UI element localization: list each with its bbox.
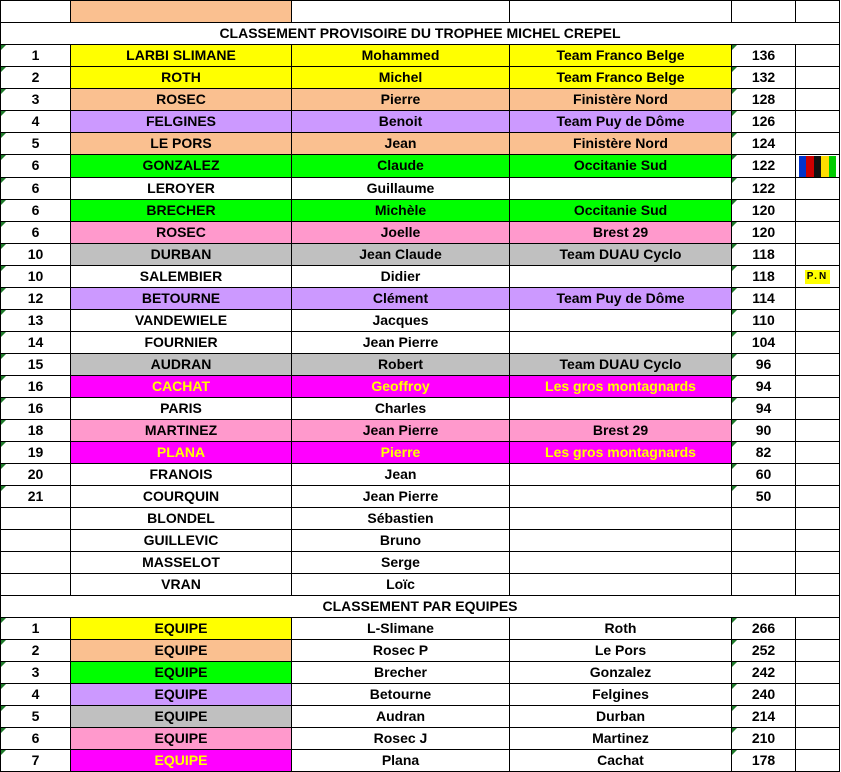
flag-stripe [829,156,837,177]
team-member1-cell[interactable]: L-Slimane [292,617,510,639]
extra-cell[interactable] [796,419,840,441]
extra-cell[interactable] [796,67,840,89]
extra-cell[interactable] [796,287,840,309]
last-name-cell[interactable]: DURBAN [71,243,292,265]
team-cell[interactable] [510,551,732,573]
rider-row [1,133,840,155]
team-row [1,683,840,705]
first-name-cell[interactable]: Guillaume [292,177,510,199]
last-name-cell[interactable]: VANDEWIELE [71,309,292,331]
flag-stripe [799,156,807,177]
rank-cell[interactable] [1,551,71,573]
team-row [1,639,840,661]
team-label-cell[interactable]: EQUIPE [71,749,292,771]
teams-title: CLASSEMENT PAR EQUIPES [1,595,840,617]
team-cell[interactable]: Team DUAU Cyclo [510,243,732,265]
team-member1-cell[interactable]: Rosec P [292,639,510,661]
team-label-cell[interactable]: EQUIPE [71,617,292,639]
first-name-cell[interactable]: Michèle [292,199,510,221]
points-cell[interactable]: 96 [732,353,796,375]
team-cell[interactable] [510,507,732,529]
team-cell[interactable] [510,463,732,485]
team-cell[interactable] [510,397,732,419]
rider-row [1,111,840,133]
rider-row [1,287,840,309]
points-cell[interactable] [732,551,796,573]
first-name-cell[interactable]: Didier [292,265,510,287]
first-name-cell[interactable]: Jean Pierre [292,485,510,507]
rider-row [1,551,840,573]
rider-row [1,265,840,287]
rider-row [1,67,840,89]
last-name-cell[interactable]: VRAN [71,573,292,595]
ranking-title: CLASSEMENT PROVISOIRE DU TROPHEE MICHEL CREPEL [1,23,840,45]
team-cell[interactable] [510,309,732,331]
points-cell[interactable]: 90 [732,419,796,441]
team-cell[interactable]: Les gros montagnards [510,441,732,463]
rank-cell[interactable]: 5 [1,133,71,155]
flag-icon [799,156,837,177]
team-rank-cell[interactable]: 6 [1,727,71,749]
last-name-cell[interactable]: LE PORS [71,133,292,155]
team-extra-cell[interactable] [796,727,840,749]
rank-cell[interactable]: 18 [1,419,71,441]
team-points-cell[interactable]: 210 [732,727,796,749]
rank-cell[interactable]: 16 [1,375,71,397]
first-name-cell[interactable]: Robert [292,353,510,375]
last-name-cell[interactable]: AUDRAN [71,353,292,375]
first-name-cell[interactable]: Pierre [292,89,510,111]
team-cell[interactable] [510,485,732,507]
teams-title-row [1,595,840,617]
rider-row [1,243,840,265]
strip-cell[interactable] [71,1,292,23]
points-cell[interactable]: 104 [732,331,796,353]
last-name-cell[interactable]: MARTINEZ [71,419,292,441]
team-rank-cell[interactable]: 3 [1,661,71,683]
team-member1-cell[interactable]: Brecher [292,661,510,683]
last-name-cell[interactable]: GUILLEVIC [71,529,292,551]
last-name-cell[interactable]: BRECHER [71,199,292,221]
team-cell[interactable]: Occitanie Sud [510,199,732,221]
team-label-cell[interactable]: EQUIPE [71,727,292,749]
points-cell[interactable]: 82 [732,441,796,463]
rider-row [1,89,840,111]
last-name-cell[interactable]: BLONDEL [71,507,292,529]
team-member1-cell[interactable]: Rosec J [292,727,510,749]
team-cell[interactable]: Team Puy de Dôme [510,287,732,309]
team-points-cell[interactable]: 214 [732,705,796,727]
points-cell[interactable]: 118 [732,243,796,265]
last-name-cell[interactable]: ROSEC [71,89,292,111]
team-label-cell[interactable]: EQUIPE [71,639,292,661]
first-name-cell[interactable]: Jean Pierre [292,331,510,353]
first-name-cell[interactable]: Geoffroy [292,375,510,397]
rank-cell[interactable]: 15 [1,353,71,375]
points-cell[interactable]: 122 [732,155,796,178]
extra-cell[interactable] [796,221,840,243]
rank-cell[interactable]: 6 [1,199,71,221]
extra-cell[interactable] [796,529,840,551]
team-rank-cell[interactable]: 5 [1,705,71,727]
team-rank-cell[interactable]: 4 [1,683,71,705]
first-name-cell[interactable]: Bruno [292,529,510,551]
rider-row [1,155,840,178]
rider-row [1,397,840,419]
rank-cell[interactable]: 6 [1,177,71,199]
team-cell[interactable] [510,265,732,287]
team-row [1,661,840,683]
team-row [1,617,840,639]
extra-cell[interactable] [796,199,840,221]
team-extra-cell[interactable] [796,683,840,705]
team-row [1,705,840,727]
team-member1-cell[interactable]: Plana [292,749,510,771]
extra-cell[interactable] [796,551,840,573]
team-label-cell[interactable]: EQUIPE [71,705,292,727]
rank-cell[interactable]: 20 [1,463,71,485]
first-name-cell[interactable]: Joelle [292,221,510,243]
extra-cell[interactable] [796,463,840,485]
team-cell[interactable] [510,177,732,199]
flag-stripe [806,156,814,177]
team-member2-cell[interactable]: Felgines [510,683,732,705]
team-member1-cell[interactable]: Betourne [292,683,510,705]
last-name-cell[interactable]: GONZALEZ [71,155,292,178]
first-name-cell[interactable]: Loïc [292,573,510,595]
points-cell[interactable]: 124 [732,133,796,155]
first-name-cell[interactable]: Pierre [292,441,510,463]
points-cell[interactable]: 126 [732,111,796,133]
team-cell[interactable] [510,573,732,595]
points-cell[interactable]: 122 [732,177,796,199]
rider-row [1,507,840,529]
team-member2-cell[interactable]: Gonzalez [510,661,732,683]
points-cell[interactable]: 132 [732,67,796,89]
extra-cell[interactable] [796,133,840,155]
ranking-title-row [1,23,840,45]
extra-cell[interactable] [796,353,840,375]
points-cell[interactable]: 60 [732,463,796,485]
team-cell[interactable] [510,331,732,353]
rider-row [1,485,840,507]
points-cell[interactable]: 94 [732,375,796,397]
strip-cell[interactable] [732,1,796,23]
first-name-cell[interactable]: Serge [292,551,510,573]
last-name-cell[interactable]: ROTH [71,67,292,89]
first-name-cell[interactable]: Mohammed [292,45,510,67]
team-extra-cell[interactable] [796,661,840,683]
points-cell[interactable]: 50 [732,485,796,507]
rank-cell[interactable]: 6 [1,221,71,243]
rider-row [1,463,840,485]
last-name-cell[interactable]: ROSEC [71,221,292,243]
last-name-cell[interactable]: BETOURNE [71,287,292,309]
team-cell[interactable]: Team Franco Belge [510,67,732,89]
rider-row [1,331,840,353]
points-cell[interactable]: 94 [732,397,796,419]
team-member1-cell[interactable]: Audran [292,705,510,727]
team-extra-cell[interactable] [796,705,840,727]
first-name-cell[interactable]: Jean Claude [292,243,510,265]
team-points-cell[interactable]: 252 [732,639,796,661]
rider-row [1,45,840,67]
first-name-cell[interactable]: Sébastien [292,507,510,529]
extra-cell[interactable] [796,155,840,178]
team-cell[interactable] [510,529,732,551]
strip-cell[interactable] [796,1,840,23]
team-cell[interactable]: Finistère Nord [510,89,732,111]
rank-cell[interactable]: 19 [1,441,71,463]
team-rank-cell[interactable]: 7 [1,749,71,771]
team-member2-cell[interactable]: Le Pors [510,639,732,661]
strip-cell[interactable] [510,1,732,23]
last-name-cell[interactable]: SALEMBIER [71,265,292,287]
team-extra-cell[interactable] [796,639,840,661]
extra-cell[interactable] [796,309,840,331]
team-points-cell[interactable]: 242 [732,661,796,683]
first-name-cell[interactable]: Benoit [292,111,510,133]
rank-cell[interactable]: 6 [1,155,71,178]
extra-cell[interactable] [796,573,840,595]
rank-cell[interactable] [1,573,71,595]
rank-cell[interactable]: 2 [1,67,71,89]
pn-badge: P.N [806,271,829,283]
rider-row [1,529,840,551]
team-cell[interactable]: Team DUAU Cyclo [510,353,732,375]
team-row [1,727,840,749]
strip-cell[interactable] [292,1,510,23]
rank-cell[interactable]: 3 [1,89,71,111]
extra-cell[interactable] [796,265,840,287]
team-cell[interactable]: Les gros montagnards [510,375,732,397]
rank-cell[interactable]: 10 [1,243,71,265]
strip-cell[interactable] [1,1,71,23]
extra-cell[interactable] [796,243,840,265]
extra-cell[interactable] [796,111,840,133]
team-label-cell[interactable]: EQUIPE [71,661,292,683]
team-label-cell[interactable]: EQUIPE [71,683,292,705]
last-name-cell[interactable]: CACHAT [71,375,292,397]
team-cell[interactable]: Occitanie Sud [510,155,732,178]
team-cell[interactable]: Team Franco Belge [510,45,732,67]
rider-row [1,419,840,441]
rank-cell[interactable]: 12 [1,287,71,309]
first-name-cell[interactable]: Jean [292,463,510,485]
rank-cell[interactable]: 16 [1,397,71,419]
last-name-cell[interactable]: FRANOIS [71,463,292,485]
last-name-cell[interactable]: MASSELOT [71,551,292,573]
team-rank-cell[interactable]: 2 [1,639,71,661]
rider-row [1,573,840,595]
team-member2-cell[interactable]: Cachat [510,749,732,771]
first-name-cell[interactable]: Jean Pierre [292,419,510,441]
extra-cell[interactable] [796,89,840,111]
flag-stripe [814,156,822,177]
team-member2-cell[interactable]: Durban [510,705,732,727]
first-name-cell[interactable]: Clément [292,287,510,309]
points-cell[interactable]: 120 [732,199,796,221]
team-cell[interactable]: Brest 29 [510,221,732,243]
team-member2-cell[interactable]: Martinez [510,727,732,749]
last-name-cell[interactable]: LEROYER [71,177,292,199]
last-name-cell[interactable]: FELGINES [71,111,292,133]
first-name-cell[interactable]: Jean [292,133,510,155]
points-cell[interactable]: 136 [732,45,796,67]
first-name-cell[interactable]: Charles [292,397,510,419]
team-cell[interactable]: Brest 29 [510,419,732,441]
extra-cell[interactable] [796,485,840,507]
rank-cell[interactable]: 4 [1,111,71,133]
rank-cell[interactable]: 1 [1,45,71,67]
points-cell[interactable]: 114 [732,287,796,309]
team-extra-cell[interactable] [796,617,840,639]
team-rank-cell[interactable]: 1 [1,617,71,639]
first-name-cell[interactable]: Claude [292,155,510,178]
rider-row [1,353,840,375]
rider-row [1,309,840,331]
extra-cell[interactable] [796,177,840,199]
last-name-cell[interactable]: COURQUIN [71,485,292,507]
extra-cell[interactable] [796,375,840,397]
rank-cell[interactable] [1,529,71,551]
rider-row [1,441,840,463]
points-cell[interactable] [732,507,796,529]
last-name-cell[interactable]: LARBI SLIMANE [71,45,292,67]
last-name-cell[interactable]: PARIS [71,397,292,419]
rank-cell[interactable]: 13 [1,309,71,331]
rider-row [1,199,840,221]
team-points-cell[interactable]: 178 [732,749,796,771]
extra-cell[interactable] [796,45,840,67]
rider-row [1,375,840,397]
rank-cell[interactable]: 14 [1,331,71,353]
points-cell[interactable]: 128 [732,89,796,111]
team-member2-cell[interactable]: Roth [510,617,732,639]
rider-row [1,177,840,199]
last-name-cell[interactable]: FOURNIER [71,331,292,353]
rank-cell[interactable]: 10 [1,265,71,287]
first-name-cell[interactable]: Michel [292,67,510,89]
last-name-cell[interactable]: PLANA [71,441,292,463]
points-cell[interactable]: 120 [732,221,796,243]
extra-cell[interactable] [796,441,840,463]
rank-cell[interactable] [1,507,71,529]
header-strip-row [1,1,840,23]
points-cell[interactable] [732,573,796,595]
team-points-cell[interactable]: 266 [732,617,796,639]
extra-cell[interactable] [796,507,840,529]
points-cell[interactable]: 118 [732,265,796,287]
rider-row [1,221,840,243]
first-name-cell[interactable]: Jacques [292,309,510,331]
rank-cell[interactable]: 21 [1,485,71,507]
extra-cell[interactable] [796,397,840,419]
flag-stripe [821,156,829,177]
team-cell[interactable]: Team Puy de Dôme [510,111,732,133]
points-cell[interactable] [732,529,796,551]
team-points-cell[interactable]: 240 [732,683,796,705]
extra-cell[interactable] [796,331,840,353]
team-cell[interactable]: Finistère Nord [510,133,732,155]
points-cell[interactable]: 110 [732,309,796,331]
